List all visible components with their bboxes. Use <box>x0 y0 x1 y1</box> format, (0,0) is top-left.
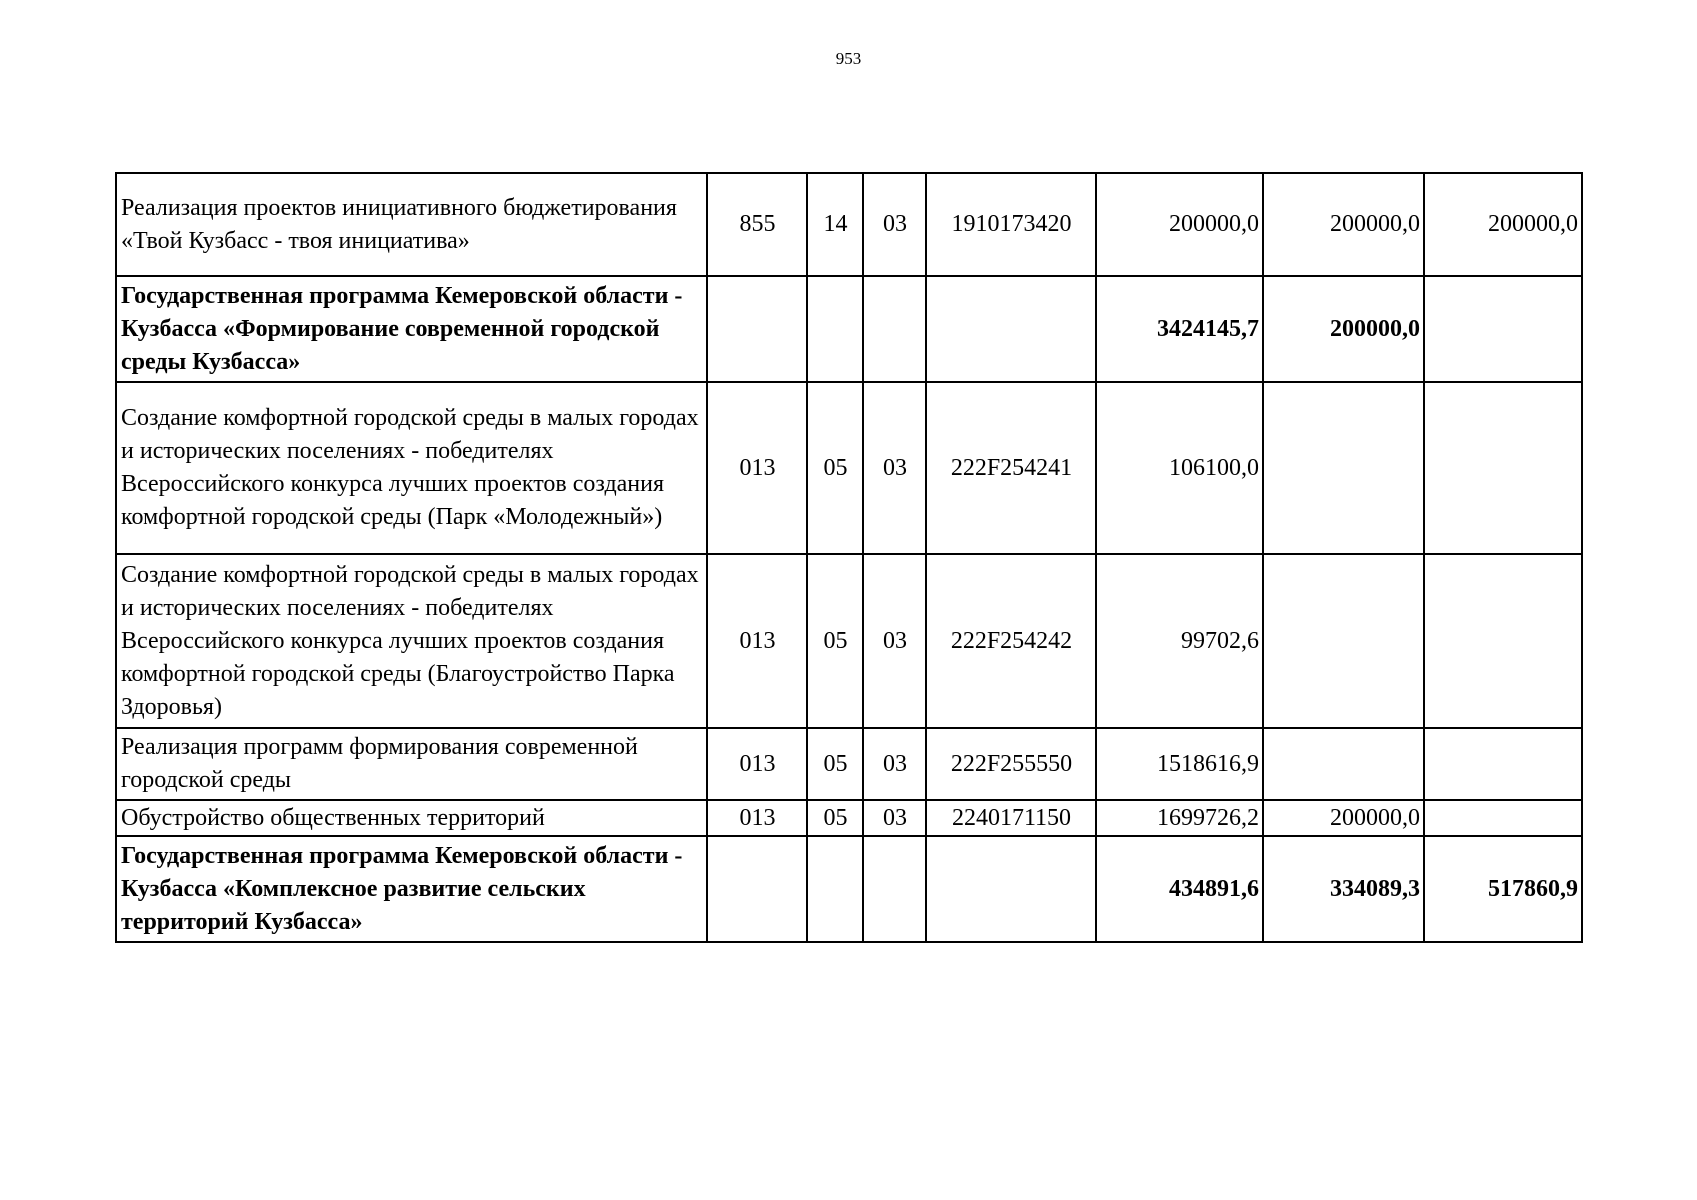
ministry-code-cell <box>707 276 807 382</box>
row-name-cell: Реализация программ формирования современной городской среды <box>116 728 707 800</box>
amount-year1-cell: 200000,0 <box>1096 173 1263 276</box>
amount-year1-cell: 99702,6 <box>1096 554 1263 728</box>
table-row <box>116 173 1582 276</box>
amount-year3-cell: 517860,9 <box>1424 836 1582 942</box>
row-name-cell: Государственная программа Кемеровской области - Кузбасса «Комплексное развитие сельских территорий Кузбасса» <box>116 836 707 942</box>
amount-year1-cell: 106100,0 <box>1096 382 1263 554</box>
row-name-cell: Обустройство общественных территорий <box>116 800 707 836</box>
amount-year2-cell: 200000,0 <box>1263 800 1424 836</box>
amount-year2-cell: 334089,3 <box>1263 836 1424 942</box>
amount-year3-cell <box>1424 728 1582 800</box>
subsection-code-cell <box>863 276 926 382</box>
section-code-cell: 05 <box>807 800 863 836</box>
amount-year3-cell: 200000,0 <box>1424 173 1582 276</box>
section-code-cell: 05 <box>807 728 863 800</box>
subsection-code-cell: 03 <box>863 554 926 728</box>
table-row <box>116 382 1582 554</box>
target-article-cell <box>926 276 1096 382</box>
subsection-code-cell: 03 <box>863 728 926 800</box>
section-code-cell <box>807 276 863 382</box>
subsection-code-cell: 03 <box>863 173 926 276</box>
target-article-cell: 222F254241 <box>926 382 1096 554</box>
ministry-code-cell: 013 <box>707 728 807 800</box>
amount-year2-cell: 200000,0 <box>1263 173 1424 276</box>
budget-table <box>115 172 1583 943</box>
ministry-code-cell: 013 <box>707 382 807 554</box>
amount-year3-cell <box>1424 554 1582 728</box>
ministry-code-cell: 013 <box>707 800 807 836</box>
target-article-cell: 222F254242 <box>926 554 1096 728</box>
table-row <box>116 800 1582 836</box>
amount-year1-cell: 434891,6 <box>1096 836 1263 942</box>
amount-year1-cell: 1518616,9 <box>1096 728 1263 800</box>
amount-year1-cell: 1699726,2 <box>1096 800 1263 836</box>
table-row <box>116 728 1582 800</box>
section-code-cell <box>807 836 863 942</box>
page-number: 953 <box>835 49 862 68</box>
subsection-code-cell: 03 <box>863 382 926 554</box>
table-row <box>116 836 1582 942</box>
target-article-cell <box>926 836 1096 942</box>
section-code-cell: 14 <box>807 173 863 276</box>
section-code-cell: 05 <box>807 382 863 554</box>
target-article-cell: 1910173420 <box>926 173 1096 276</box>
table-row <box>116 554 1582 728</box>
amount-year3-cell <box>1424 382 1582 554</box>
target-article-cell: 2240171150 <box>926 800 1096 836</box>
row-name-cell: Создание комфортной городской среды в малых городах и исторических поселениях - победителях Всероссийского конкурса лучших проектов создания комфортной городской среды (Парк «Молодежный») <box>116 382 707 554</box>
subsection-code-cell: 03 <box>863 800 926 836</box>
amount-year1-cell: 3424145,7 <box>1096 276 1263 382</box>
ministry-code-cell: 013 <box>707 554 807 728</box>
ministry-code-cell <box>707 836 807 942</box>
row-name-cell: Создание комфортной городской среды в малых городах и исторических поселениях - победителях Всероссийского конкурса лучших проектов создания комфортной городской среды (Благоустройство Парка Здоровья) <box>116 554 707 728</box>
section-code-cell: 05 <box>807 554 863 728</box>
amount-year2-cell <box>1263 382 1424 554</box>
row-name-cell: Государственная программа Кемеровской области - Кузбасса «Формирование современной городской среды Кузбасса» <box>116 276 707 382</box>
amount-year2-cell <box>1263 554 1424 728</box>
ministry-code-cell: 855 <box>707 173 807 276</box>
amount-year2-cell: 200000,0 <box>1263 276 1424 382</box>
amount-year2-cell <box>1263 728 1424 800</box>
table-row <box>116 276 1582 382</box>
row-name-cell: Реализация проектов инициативного бюджетирования «Твой Кузбасс - твоя инициатива» <box>116 173 707 276</box>
target-article-cell: 222F255550 <box>926 728 1096 800</box>
amount-year3-cell <box>1424 800 1582 836</box>
amount-year3-cell <box>1424 276 1582 382</box>
subsection-code-cell <box>863 836 926 942</box>
